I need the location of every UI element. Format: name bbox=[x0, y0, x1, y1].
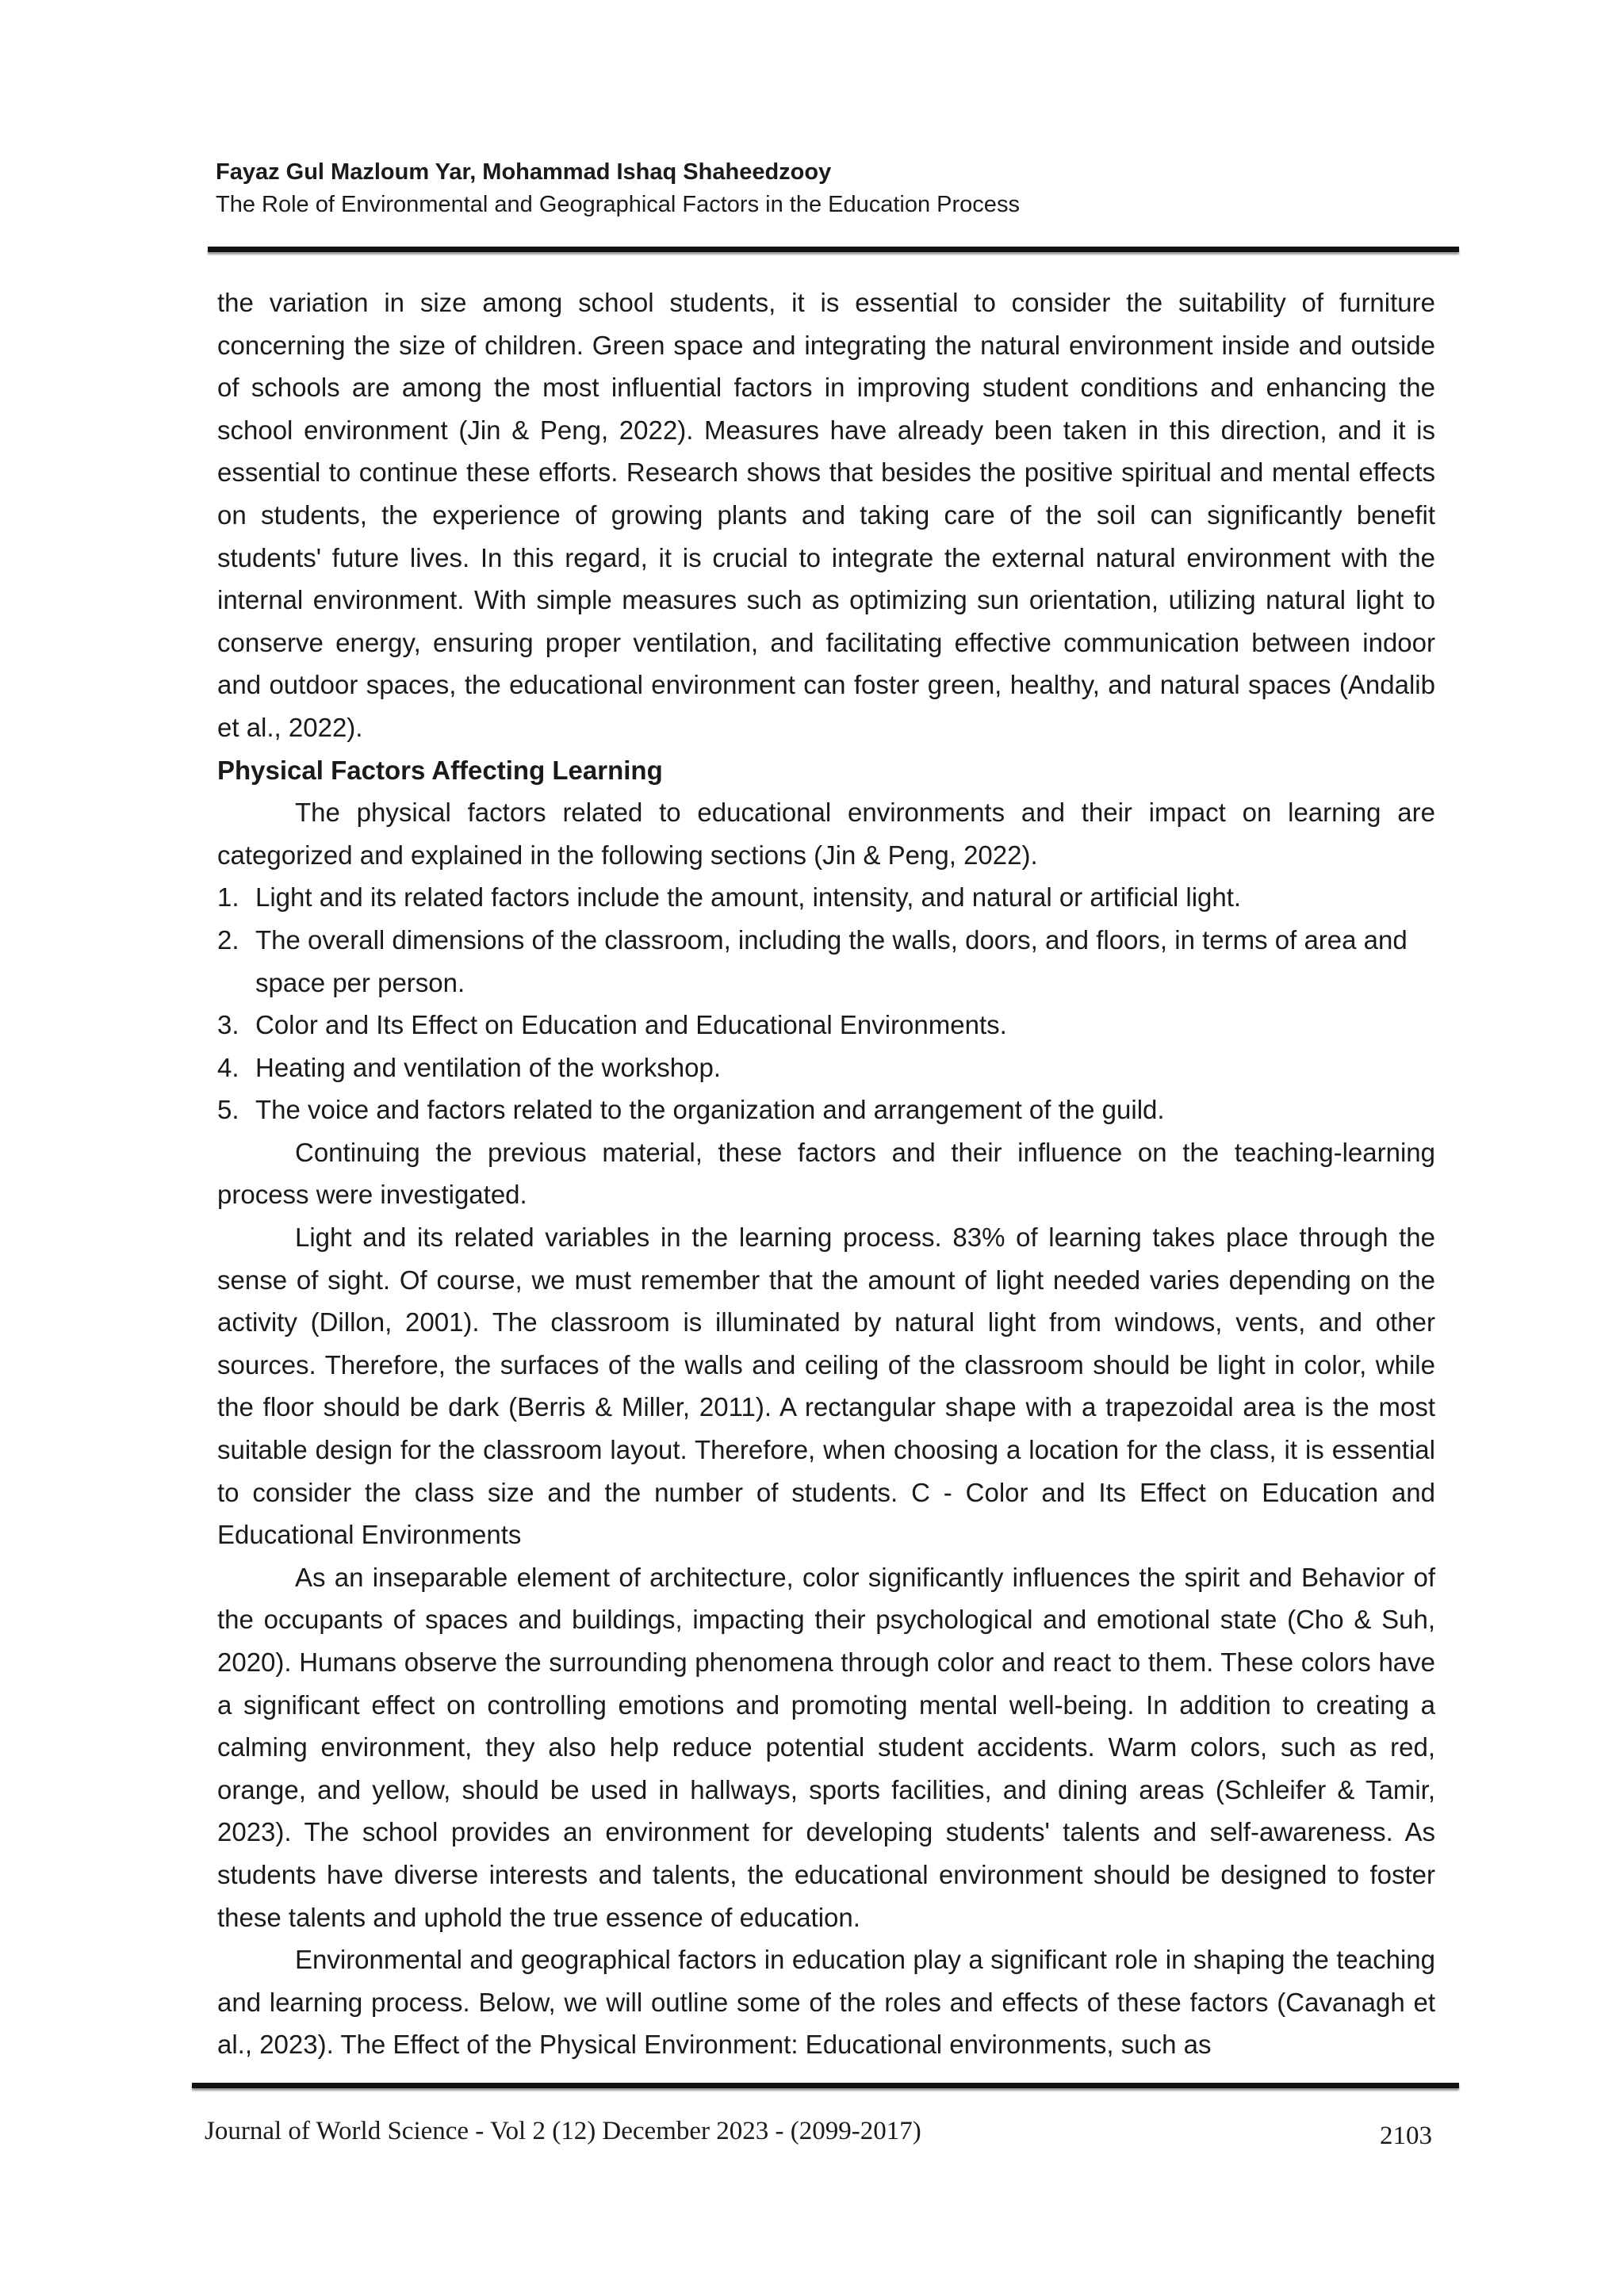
list-item-text: The voice and factors related to the organization and arrangement of the guild. bbox=[255, 1095, 1165, 1125]
list-item-text: Heating and ventilation of the workshop. bbox=[255, 1052, 722, 1082]
body-paragraph: Light and its related variables in the learning process. 83% of learning takes place through the sense of sight. Of course, we must remember that the amount of light needed varies depending on the activity (Dillon, 2001). The classroom is illuminated by natural light from windows, vents, and other sources. Therefore, the surfaces of the walls and ceiling of the classroom should be light in color, while the floor should be dark (Berris & Miller, 2011). A rectangular shape with a trapezoidal area is the most suitable design for the classroom layout. Therefore, when choosing a location for the class, it is essential to consider the class size and the number of students. C - Color and Its Effect on Education and Educational Environments bbox=[217, 1223, 1435, 1550]
body-paragraph: As an inseparable element of architecture, color significantly influences the spirit and Behavior of the occupants of spaces and buildings, impacting their psychological and emotional state (Cho & Suh, 2020). Humans observe the surrounding phenomena through color and react to them. These colors have a significant effect on controlling emotions and promoting mental well-being. In addition to creating a calming environment, they also help reduce potential student accidents. Warm colors, such as red, orange, and yellow, should be used in hallways, sports facilities, and dining areas (Schleifer & Tamir, 2023). The school provides an environment for developing students' talents and self-awareness. As students have diverse interests and talents, the educational environment should be designed to foster these talents and uphold the true essence of education. bbox=[217, 1562, 1435, 1932]
body-paragraph: the variation in size among school students, it is essential to consider the suitability of furniture concerning the size of children. Green space and integrating the natural environment inside and outside of schools are among the most influential factors in improving student conditions and enhancing the school environment (Jin & Peng, 2022). Measures have already been taken in this direction, and it is essential to continue these efforts. Research shows that besides the positive spiritual and mental effects on students, the experience of growing plants and taking care of the soil can significantly benefit students' future lives. In this regard, it is crucial to integrate the external natural environment with the internal environment. With simple measures such as optimizing sun orientation, utilizing natural light to conserve energy, ensuring proper ventilation, and facilitating effective communication between indoor and outdoor spaces, the educational environment can foster green, healthy, and natural spaces (Andalib et al., 2022). bbox=[217, 288, 1435, 742]
list-item bbox=[217, 1047, 1435, 1089]
list-item-text: Light and its related factors include the amount, intensity, and natural or artificial light. bbox=[255, 882, 1242, 913]
list-item bbox=[217, 919, 1435, 1004]
list-item-number: 4. bbox=[217, 1052, 239, 1082]
footer-divider bbox=[192, 2083, 1459, 2088]
page-number: 2103 bbox=[1380, 2122, 1432, 2150]
list-item-number: 2. bbox=[217, 924, 239, 955]
list-item bbox=[217, 1089, 1435, 1131]
section-heading: Physical Factors Affecting Learning bbox=[217, 755, 663, 785]
running-header-authors: Fayaz Gul Mazloum Yar, Mohammad Ishaq Shaheedzooy bbox=[216, 159, 832, 185]
list-item-number: 3. bbox=[217, 1010, 239, 1040]
list-item bbox=[217, 876, 1435, 919]
list-item-text: Color and Its Effect on Education and Educational Environments. bbox=[255, 1010, 1007, 1040]
numbered-list bbox=[217, 876, 1435, 1131]
body-paragraph: Continuing the previous material, these factors and their influence on the teaching-learning process were investigated. bbox=[217, 1137, 1435, 1210]
list-item bbox=[217, 1004, 1435, 1047]
header-divider bbox=[208, 247, 1459, 252]
body-paragraph: Environmental and geographical factors in education play a significant role in shaping the teaching and learning process. Below, we will outline some of the roles and effects of these factors (Cavanagh et al., 2023). The Effect of the Physical Environment: Educational environments, such as bbox=[217, 1945, 1435, 2060]
footer-journal-citation: Journal of World Science - Vol 2 (12) December 2023 - (2099-2017) bbox=[205, 2117, 921, 2145]
body-paragraph: The physical factors related to educational environments and their impact on learning are categorized and explained in the following sections (Jin & Peng, 2022). bbox=[217, 798, 1435, 870]
list-item-number: 5. bbox=[217, 1095, 239, 1125]
list-item-number: 1. bbox=[217, 882, 239, 913]
article-body bbox=[217, 281, 1435, 2066]
list-item-text: The overall dimensions of the classroom, including the walls, doors, and floors, in terms of area and space per person. bbox=[255, 924, 1408, 997]
running-header-title: The Role of Environmental and Geographical Factors in the Education Process bbox=[216, 192, 1020, 217]
